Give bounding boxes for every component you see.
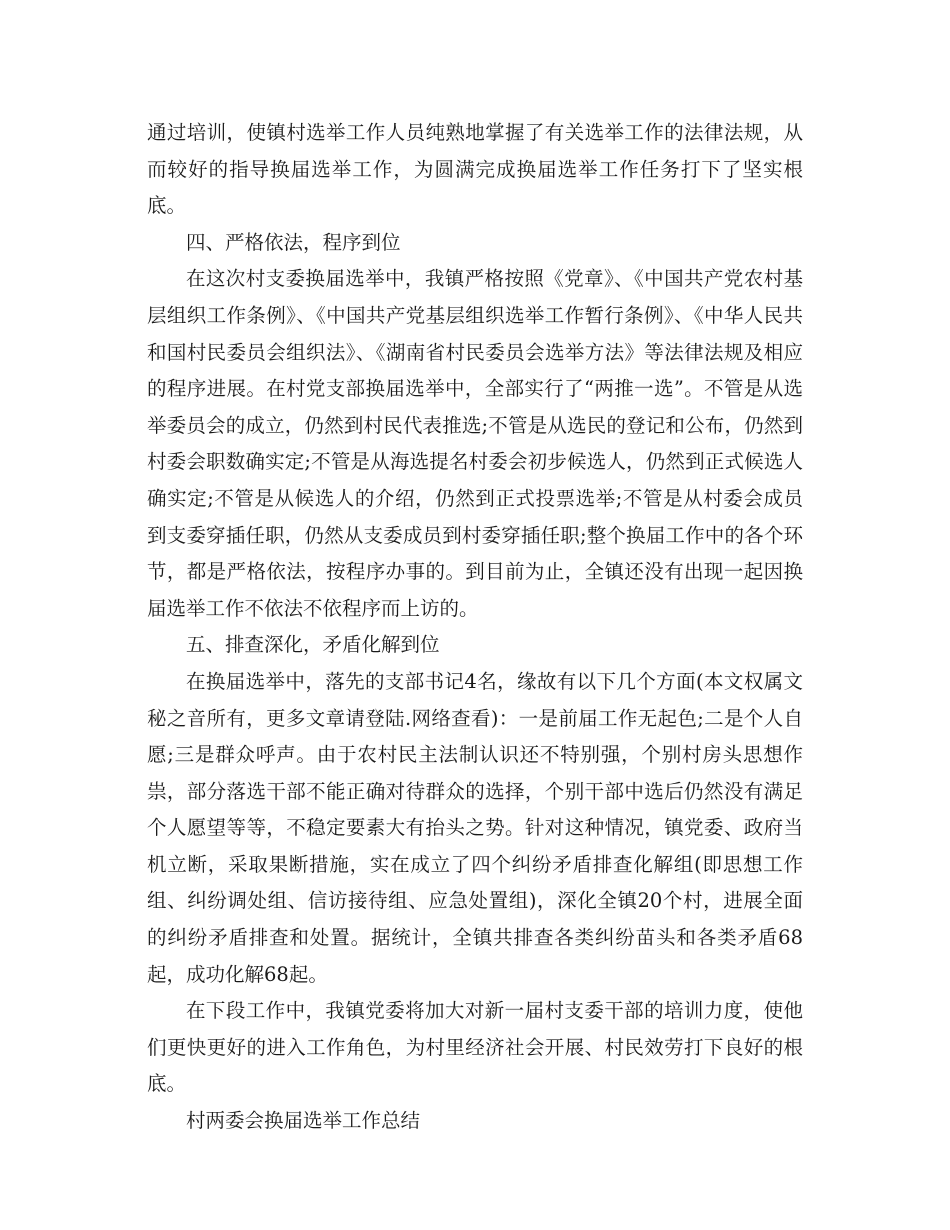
paragraph-dispute-resolution: 在换届选举中，落先的支部书记4名，缘故有以下几个方面(本文权属文秘之音所有，更多文章请登陆.网络查看)：一是前届工作无起色;二是个人自愿;三是群众呼声。由于农村民主法制认识还不特别强，个别村房头思想作祟，部分落选干部不能正确对待群众的选择，个别干部中选后仍然没有满足个人愿望等等，不稳定要素大有抬头之势。针对这种情况，镇党委、政府当机立断，采取果断措施，实在成立了四个纠纷矛盾排查化解组(即思想工作组、纠纷调处组、信访接待组、应急处置组)，深化全镇20个村，进展全面的纠纷矛盾排查和处置。据统计，全镇共排查各类纠纷苗头和各类矛盾68起，成功化解68起。 bbox=[147, 669, 803, 986]
document-page bbox=[147, 115, 803, 1140]
document-title-footer: 村两委会换届选举工作总结 bbox=[186, 1109, 421, 1133]
paragraph-legal-procedure: 在这次村支委换届选举中，我镇严格按照《党章》、《中国共产党农村基层组织工作条例》、《中国共产党基层组织选举工作暂行条例》、《中华人民共和国村民委员会组织法》、《湖南省村民委员会选举方法》等法律法规及相应的程序进展。在村党支部换届选举中，全部实行了“两推一选”。不管是从选举委员会的成立，仍然到村民代表推选;不管是从选民的登记和公布，仍然到村委会职数确实定;不管是从海选提名村委会初步候选人，仍然到正式候选人确实定;不管是从候选人的介绍，仍然到正式投票选举;不管是从村委会成员到支委穿插任职，仍然从支委成员到村委穿插任职;整个换届工作中的各个环节，都是严格依法，按程序办事的。到目前为止，全镇还没有出现一起因换届选举工作不依法不依程序而上访的。 bbox=[147, 267, 803, 620]
section-heading-4: 四、严格依法，程序到位 bbox=[186, 230, 401, 254]
paragraph-next-steps: 在下段工作中，我镇党委将加大对新一届村支委干部的培训力度，使他们更快更好的进入工作角色，为村里经济社会开展、村民效劳打下良好的根底。 bbox=[147, 999, 803, 1096]
paragraph-training-conclusion: 通过培训，使镇村选举工作人员纯熟地掌握了有关选举工作的法律法规，从而较好的指导换届选举工作，为圆满完成换届选举工作任务打下了坚实根底。 bbox=[147, 121, 803, 218]
section-heading-5: 五、排查深化，矛盾化解到位 bbox=[186, 633, 440, 657]
